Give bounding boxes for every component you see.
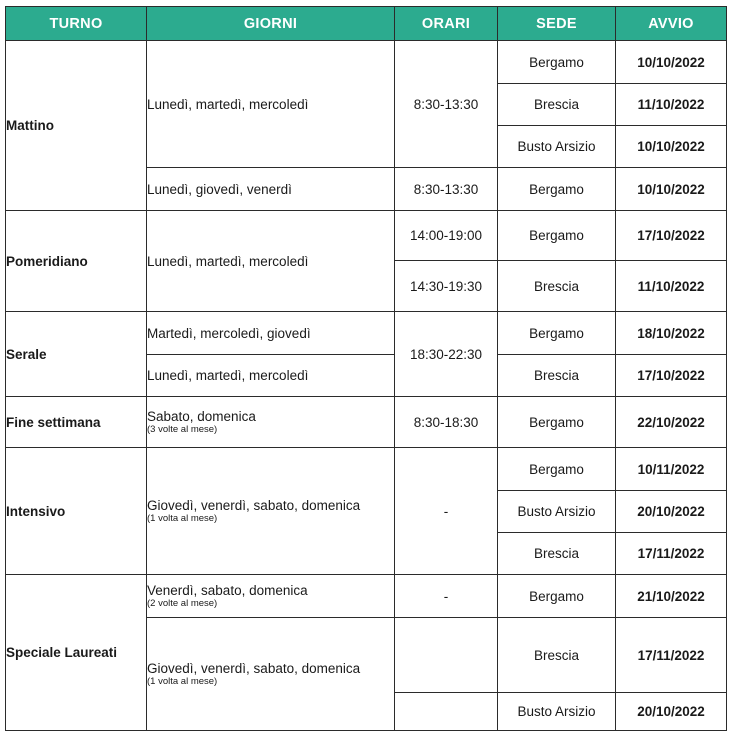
header-row [6, 7, 727, 41]
sede-cell: Brescia [498, 533, 616, 575]
avvio-cell: 18/10/2022 [616, 312, 727, 355]
sede-cell: Brescia [498, 84, 616, 126]
orari-cell: 8:30-13:30 [395, 41, 498, 168]
sede-cell: Bergamo [498, 168, 616, 211]
avvio-cell: 10/10/2022 [616, 168, 727, 211]
turno-cell: Intensivo [6, 448, 147, 575]
schedule-table [5, 6, 727, 731]
sede-cell: Busto Arsizio [498, 491, 616, 533]
frequency-note: (3 volte al mese) [147, 424, 218, 435]
table-row [6, 41, 727, 84]
avvio-cell: 10/11/2022 [616, 448, 727, 491]
table-row [6, 397, 727, 448]
orari-cell: 14:30-19:30 [395, 261, 498, 312]
avvio-cell: 20/10/2022 [616, 491, 727, 533]
giorni-cell: Martedì, mercoledì, giovedì [147, 312, 395, 355]
giorni-text: Venerdì, sabato, domenica [147, 583, 308, 598]
sede-cell: Brescia [498, 355, 616, 397]
turno-cell: Pomeridiano [6, 211, 147, 312]
avvio-cell: 11/10/2022 [616, 261, 727, 312]
orari-cell [395, 693, 498, 731]
frequency-note: (2 volte al mese) [147, 598, 218, 609]
sede-cell: Busto Arsizio [498, 693, 616, 731]
avvio-cell: 17/10/2022 [616, 355, 727, 397]
sede-cell: Brescia [498, 261, 616, 312]
sede-cell: Bergamo [498, 448, 616, 491]
header-orari: ORARI [395, 7, 498, 41]
orari-cell: 8:30-18:30 [395, 397, 498, 448]
sede-cell: Bergamo [498, 575, 616, 618]
turno-cell: Speciale Laureati [6, 575, 147, 731]
orari-cell [395, 618, 498, 693]
table-row [6, 312, 727, 355]
orari-cell: 8:30-13:30 [395, 168, 498, 211]
avvio-cell: 10/10/2022 [616, 41, 727, 84]
table-row [6, 448, 727, 491]
orari-cell: 18:30-22:30 [395, 312, 498, 397]
avvio-cell: 17/11/2022 [616, 618, 727, 693]
header-turno: TURNO [6, 7, 147, 41]
turno-cell: Mattino [6, 41, 147, 211]
table-row [6, 211, 727, 261]
giorni-cell: Lunedì, martedì, mercoledì [147, 41, 395, 168]
turno-cell: Serale [6, 312, 147, 397]
giorni-text: Giovedì, venerdì, sabato, domenica [147, 498, 361, 513]
sede-cell: Brescia [498, 618, 616, 693]
avvio-cell: 17/10/2022 [616, 211, 727, 261]
giorni-cell: Lunedì, martedì, mercoledì [147, 355, 395, 397]
avvio-cell: 11/10/2022 [616, 84, 727, 126]
sede-cell: Bergamo [498, 397, 616, 448]
giorni-cell [147, 448, 395, 575]
avvio-cell: 21/10/2022 [616, 575, 727, 618]
giorni-cell [147, 575, 395, 618]
sede-cell: Busto Arsizio [498, 126, 616, 168]
giorni-cell [147, 397, 395, 448]
header-avvio: AVVIO [616, 7, 727, 41]
sede-cell: Bergamo [498, 211, 616, 261]
giorni-cell: Lunedì, giovedì, venerdì [147, 168, 395, 211]
orari-cell: - [395, 575, 498, 618]
avvio-cell: 20/10/2022 [616, 693, 727, 731]
avvio-cell: 17/11/2022 [616, 533, 727, 575]
orari-cell: - [395, 448, 498, 575]
frequency-note: (1 volta al mese) [147, 676, 218, 687]
orari-cell: 14:00-19:00 [395, 211, 498, 261]
giorni-cell: Lunedì, martedì, mercoledì [147, 211, 395, 312]
giorni-text: Sabato, domenica [147, 409, 256, 424]
header-sede: SEDE [498, 7, 616, 41]
avvio-cell: 22/10/2022 [616, 397, 727, 448]
frequency-note: (1 volta al mese) [147, 513, 218, 524]
turno-cell: Fine settimana [6, 397, 147, 448]
giorni-cell [147, 618, 395, 731]
header-giorni: GIORNI [147, 7, 395, 41]
avvio-cell: 10/10/2022 [616, 126, 727, 168]
sede-cell: Bergamo [498, 312, 616, 355]
giorni-text: Giovedì, venerdì, sabato, domenica [147, 661, 361, 676]
table-row [6, 575, 727, 618]
sede-cell: Bergamo [498, 41, 616, 84]
